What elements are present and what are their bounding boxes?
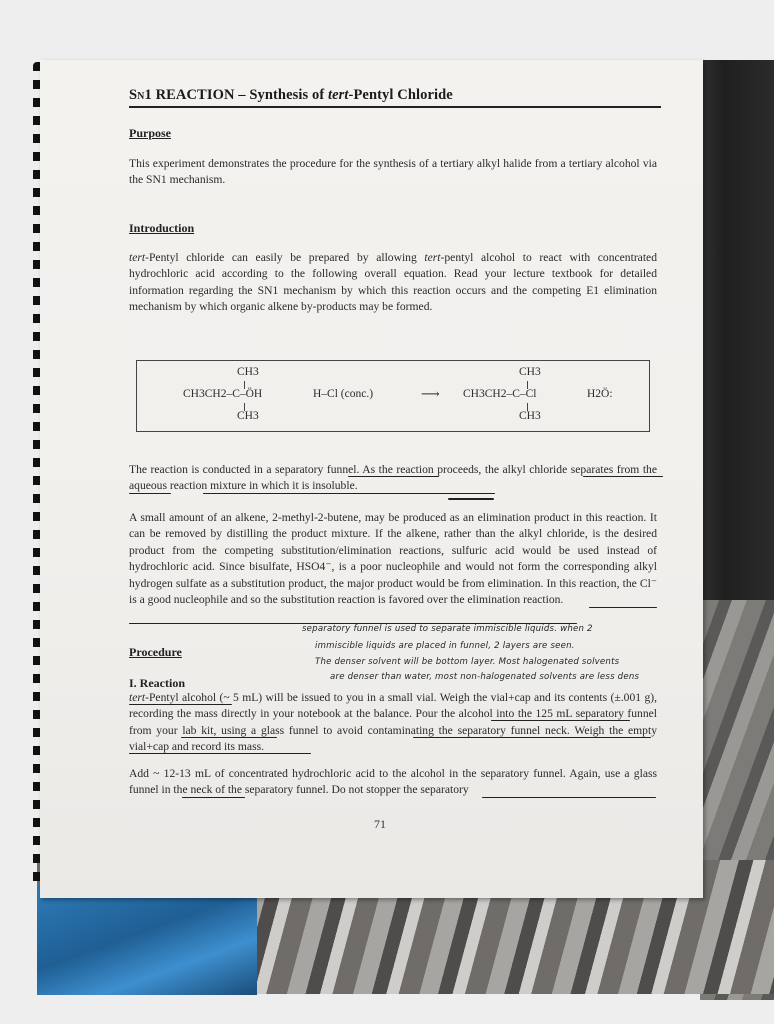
acid-reagent: H–Cl (conc.) bbox=[313, 388, 374, 400]
reactant-methyl-bottom: CH3 bbox=[237, 410, 259, 422]
reactant-methyl-top: CH3 bbox=[237, 366, 259, 378]
introduction-heading: Introduction bbox=[129, 221, 195, 235]
reaction-subheading: I. Reaction bbox=[129, 676, 185, 690]
blue-fabric-patch bbox=[37, 885, 257, 995]
underline-alkyl-chloride bbox=[583, 476, 663, 477]
product-methyl-top: CH3 bbox=[519, 366, 541, 378]
reactant-formula: CH3CH2–C–ÖH bbox=[183, 388, 263, 400]
step1-text: -Pentyl alcohol (~ 5 mL) will be issued to you in a small vial. Weigh the vial+cap and its contents (±.001 g), recording the mass directly in your notebook at the balance. Pour the alcohol into the 125 mL separatory funnel from your lab kit, using a glass funnel to avoid contaminating the separatory funnel neck. Weigh the empty vial+cap and record its mass. bbox=[129, 691, 657, 754]
purpose-text: This experiment demonstrates the procedure for the synthesis of a tertiary alkyl halide from a tertiary alcohol via the SN1 mechanism. bbox=[129, 157, 657, 187]
underline-do-not-stopper bbox=[482, 797, 656, 798]
underline-aqueous-mixture bbox=[203, 493, 495, 494]
double-underline-insoluble bbox=[448, 498, 494, 500]
title-end: -Pentyl Chloride bbox=[348, 87, 453, 103]
reaction-step-1 bbox=[129, 690, 657, 756]
alkene-paragraph: A small amount of an alkene, 2-methyl-2-butene, may be produced as an elimination product in this reaction. It can be removed by distilling the product mixture. If the alkene, rather than the alkyl chloride, is the desired product from the competing substitution/elimination reactions, sulfuric acid would be used instead of hydrochloric acid. Since bisulfate, HSO4⁻, is a poor nucleophile and would not form the corresponding alkyl hydrogen sulfate as a substitution product, the major product would be from elimination. In this reaction, the Cl⁻ is a good nucleophile and so the substitution reaction is favored over the elimination reaction. bbox=[129, 511, 657, 607]
underline-separatory-funnel-2 bbox=[181, 737, 277, 738]
introduction-text bbox=[129, 250, 657, 316]
handwritten-note-line-2: immiscible liquids are placed in funnel, 2 layers are seen. bbox=[315, 641, 575, 651]
reaction-step-2: Add ~ 12-13 mL of concentrated hydrochloric acid to the alcohol in the separatory funnel. Again, use a glass funnel in the neck of the separatory funnel. Do not stopper the separatory bbox=[129, 767, 657, 797]
handwritten-note-line-4: are denser than water, most non-halogenated solvents are less dens bbox=[330, 672, 640, 682]
underline-good-nucleophile bbox=[589, 607, 657, 608]
title-sub: N bbox=[137, 91, 145, 102]
underline-separates bbox=[129, 493, 171, 494]
title-prefix: S bbox=[129, 87, 138, 103]
handwritten-note-line-1: separatory funnel is used to separate immiscible liquids. when 2 bbox=[302, 624, 593, 634]
handwritten-note-line-3: The denser solvent will be bottom layer. Most halogenated solvents bbox=[315, 657, 620, 667]
reaction-paragraph: The reaction is conducted in a separatory funnel. As the reaction proceeds, the alkyl chloride separates from the aqueous reaction mixture in which it is insoluble. bbox=[129, 463, 657, 493]
product-formula: CH3CH2–C–Cl bbox=[463, 388, 537, 400]
intro-seg1: -Pentyl chloride can easily be prepared by allowing bbox=[145, 251, 425, 264]
intro-italic-mid: tert bbox=[424, 251, 441, 264]
underline-separatory-funnel bbox=[348, 476, 439, 477]
underline-glass-funnel bbox=[413, 737, 651, 738]
underline-funnel-neck bbox=[129, 753, 311, 754]
water-product: H2Ö: bbox=[587, 388, 613, 400]
page-title bbox=[129, 87, 661, 108]
intro-italic-start: tert bbox=[129, 251, 146, 264]
underline-glass-funnel-2 bbox=[182, 797, 245, 798]
notebook-page bbox=[40, 60, 703, 898]
step1-italic-start: tert bbox=[129, 691, 146, 704]
underline-pour-alcohol bbox=[491, 720, 630, 721]
reaction-equation-box bbox=[136, 360, 650, 432]
title-rest: 1 REACTION – Synthesis of bbox=[144, 87, 328, 103]
reaction-arrow: ⟶ bbox=[421, 386, 440, 401]
procedure-heading: Procedure bbox=[129, 645, 182, 659]
underline-pentyl-alcohol bbox=[129, 704, 232, 705]
purpose-heading: Purpose bbox=[129, 126, 171, 140]
page-number: 71 bbox=[374, 817, 386, 831]
product-methyl-bottom: CH3 bbox=[519, 410, 541, 422]
title-italic: tert bbox=[327, 87, 349, 103]
intro-seg2: -pentyl alcohol to react with concentrated hydrochloric acid according to the following overall equation. Read your lecture textbook for detailed information regarding the SN1 mechanism by which this reaction occurs and the competing E1 elimination mechanism by which organic alkene by-products may be formed. bbox=[129, 251, 657, 314]
